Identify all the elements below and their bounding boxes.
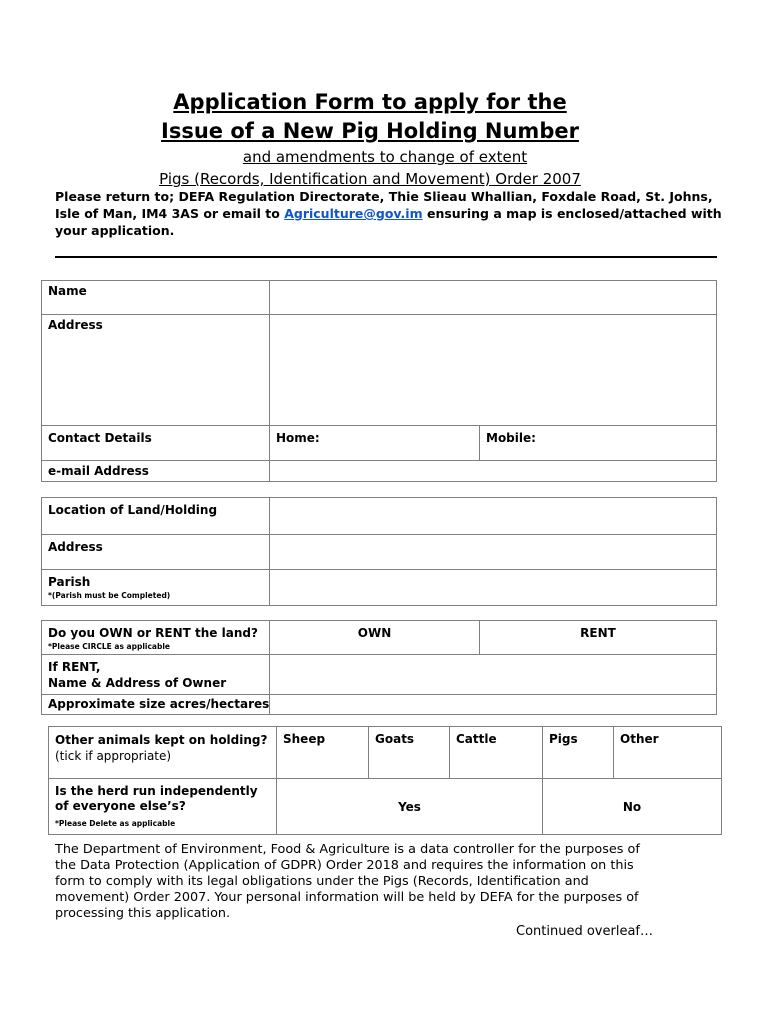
land-address-field[interactable] (270, 535, 717, 570)
parish-cell (42, 570, 270, 606)
address-field[interactable] (270, 315, 717, 426)
tenure-question-cell (42, 621, 270, 655)
herd-question-cell (49, 779, 277, 835)
mobile-phone-field[interactable] (480, 426, 717, 461)
animals-table (48, 726, 722, 835)
form-title-line2: Issue of a New Pig Holding Number (161, 119, 579, 143)
if-rent-line1: If RENT, (48, 660, 101, 674)
cattle-option[interactable]: Cattle (450, 727, 543, 779)
email-field[interactable] (270, 461, 717, 482)
form-title-line1: Application Form to apply for the (173, 90, 567, 114)
own-option[interactable]: OWN (270, 621, 480, 655)
mobile-label: Mobile: (486, 431, 536, 445)
return-instructions-suffix: ensuring a map is enclosed/attached with your application. (55, 206, 722, 238)
email-label: e-mail Address (42, 461, 270, 482)
sheep-option[interactable]: Sheep (277, 727, 369, 779)
form-subtitle-line2: Pigs (Records, Identification and Movement) Order 2007 (159, 170, 581, 188)
goats-option[interactable]: Goats (369, 727, 450, 779)
home-label: Home: (276, 431, 320, 445)
if-rent-line2: Name & Address of Owner (48, 676, 227, 690)
animals-tick-note: (tick if appropriate) (55, 749, 172, 763)
other-option[interactable]: Other (614, 727, 722, 779)
tenure-question: Do you OWN or RENT the land? (48, 626, 258, 640)
herd-question: Is the herd run independently of everyone else’s? (55, 784, 258, 813)
tenure-note: *Please CIRCLE as applicable (48, 642, 170, 651)
animals-question: Other animals kept on holding? (55, 733, 268, 747)
tenure-table (41, 620, 717, 715)
location-label: Location of Land/Holding (42, 498, 270, 535)
home-phone-field[interactable] (270, 426, 480, 461)
herd-note: *Please Delete as applicable (55, 819, 176, 828)
contact-details-label: Contact Details (42, 426, 270, 461)
return-instructions (55, 188, 725, 239)
size-label: Approximate size acres/hectares (42, 695, 270, 715)
applicant-table (41, 280, 717, 482)
address-label: Address (42, 315, 270, 426)
parish-note: *(Parish must be Completed) (48, 591, 171, 600)
if-rent-label (42, 655, 270, 695)
parish-field[interactable] (270, 570, 717, 606)
size-field[interactable] (270, 695, 717, 715)
form-subtitle-line1: and amendments to change of extent (242, 148, 528, 166)
herd-yes-option[interactable]: Yes (277, 779, 543, 835)
herd-no-option[interactable]: No (543, 779, 722, 835)
location-field[interactable] (270, 498, 717, 535)
owner-details-field[interactable] (270, 655, 717, 695)
animals-question-cell (49, 727, 277, 779)
land-address-label: Address (42, 535, 270, 570)
pigs-option[interactable]: Pigs (543, 727, 614, 779)
privacy-notice: The Department of Environment, Food & Agriculture is a data controller for the purposes of the Data Protection (Application of GDPR) Order 2018 and requires the information on this form to comply with its legal obligations under the Pigs (Records, Identification and movement) Order 2007. Your personal information will be held by DEFA for the purposes of processing this application. (55, 842, 640, 921)
return-email-link[interactable]: Agriculture@gov.im (284, 206, 423, 221)
continued-overleaf: Continued overleaf… (516, 924, 653, 939)
header-divider (55, 256, 717, 258)
rent-option[interactable]: RENT (480, 621, 717, 655)
land-table (41, 497, 717, 606)
name-field[interactable] (270, 281, 717, 315)
parish-label: Parish (48, 575, 91, 589)
return-instructions-prefix: Please return to; DEFA Regulation Directorate, Thie Slieau Whallian, Foxdale Road, St. Johns, Isle of Man, IM4 3AS or email to (55, 189, 713, 221)
name-label: Name (42, 281, 270, 315)
